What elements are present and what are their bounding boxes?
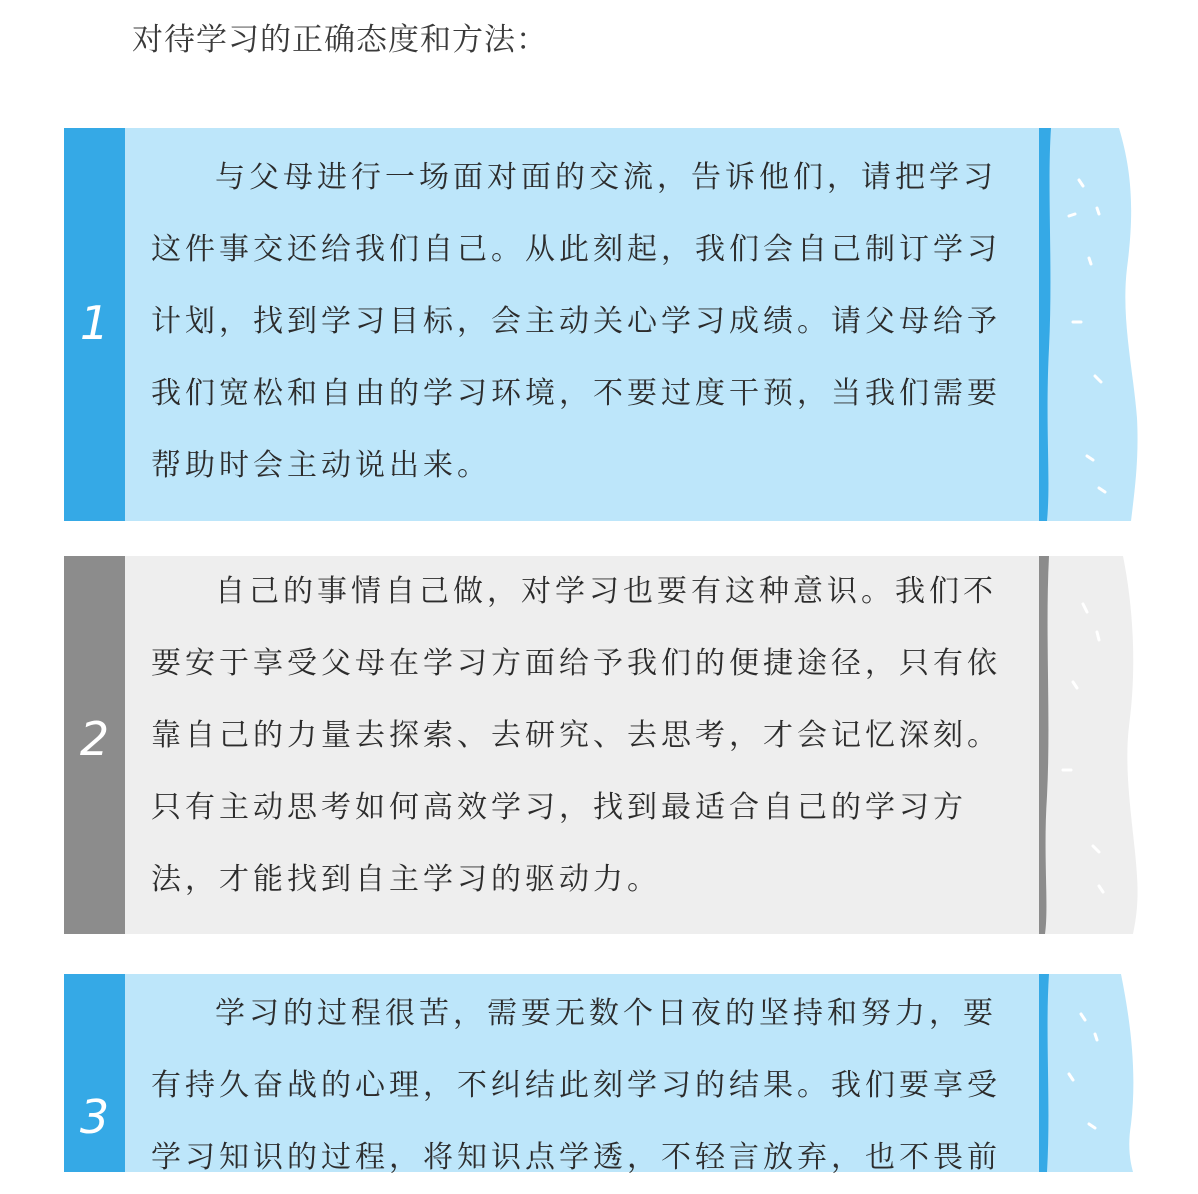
tip-card-1 bbox=[64, 128, 1198, 521]
section-heading: 对待学习的正确态度和方法： bbox=[132, 22, 548, 58]
tip-panel bbox=[125, 556, 1100, 934]
torn-edge-decoration bbox=[1039, 974, 1139, 1172]
tip-number-tab bbox=[64, 556, 125, 934]
tip-card-3 bbox=[64, 974, 1198, 1175]
torn-edge-decoration bbox=[1039, 128, 1139, 521]
tip-number: 3 bbox=[79, 1090, 110, 1144]
tip-number: 2 bbox=[79, 712, 110, 766]
tip-number: 1 bbox=[79, 296, 110, 350]
tip-text: 学习的过程很苦，需要无数个日夜的坚持和努力，要有持久奋战的心理，不纠结此刻学习的结果。我们要享受学习知识的过程，将知识点学透，不轻言放弃，也不畏前 bbox=[151, 996, 1001, 1175]
tip-card-2 bbox=[64, 556, 1198, 934]
torn-edge-decoration bbox=[1039, 556, 1139, 934]
tip-panel bbox=[125, 974, 1100, 1175]
tip-number-tab bbox=[64, 128, 125, 521]
tip-panel bbox=[125, 128, 1100, 521]
tip-number-tab bbox=[64, 974, 125, 1172]
tip-text: 自己的事情自己做，对学习也要有这种意识。我们不要安于享受父母在学习方面给予我们的便捷途径，只有依靠自己的力量去探索、去研究、去思考，才会记忆深刻。只有主动思考如何高效学习，找到最适合自己的学习方法，才能找到自主学习的驱动力。 bbox=[151, 574, 1001, 897]
tip-text: 与父母进行一场面对面的交流，告诉他们，请把学习这件事交还给我们自己。从此刻起，我们会自己制订学习计划，找到学习目标，会主动关心学习成绩。请父母给予我们宽松和自由的学习环境，不要过度干预，当我们需要帮助时会主动说出来。 bbox=[151, 160, 1001, 483]
